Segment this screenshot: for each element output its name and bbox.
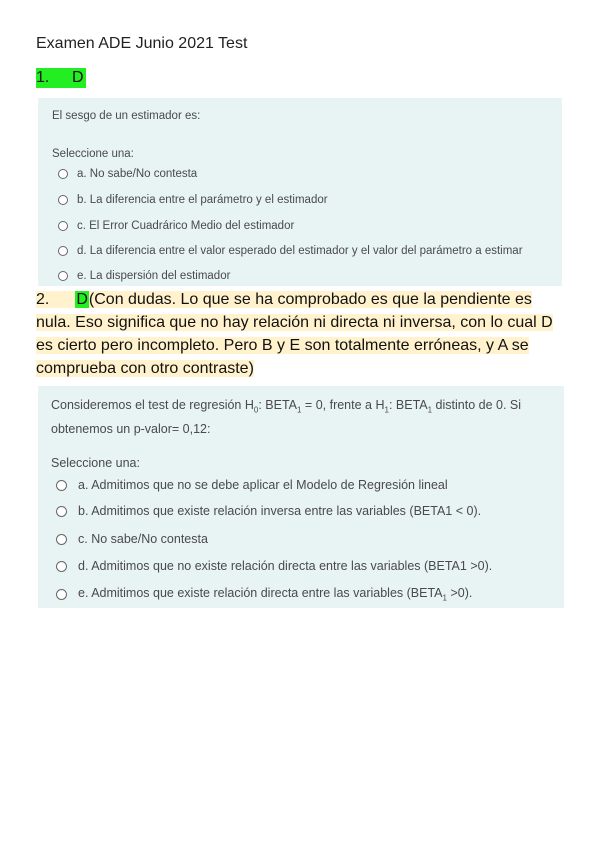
radio-icon[interactable] bbox=[58, 221, 68, 231]
option-label: a. Admitimos que no se debe aplicar el Modelo de Regresión lineal bbox=[78, 478, 448, 492]
question-2-stem: Consideremos el test de regresión $H_0$: $BETA_1 = 0$, frente a $H_1$: $BETA_1$ distinto de 0. Si obtenemos un p-valor= 0,12: bbox=[51, 398, 522, 436]
document-title: Examen ADE Junio 2021 Test bbox=[36, 35, 248, 52]
question-2-option-a[interactable] bbox=[56, 478, 448, 492]
question-1-select-label: Seleccione una: bbox=[52, 148, 134, 160]
question-2-option-b[interactable] bbox=[56, 504, 481, 518]
question-1-option-b[interactable] bbox=[58, 194, 328, 206]
radio-icon[interactable] bbox=[56, 561, 67, 572]
option-label: b. Admitimos que existe relación inversa entre las variables (BETA1 < 0). bbox=[78, 504, 482, 518]
radio-icon[interactable] bbox=[58, 246, 68, 256]
question-1-stem: El sesgo de un estimador es: bbox=[52, 110, 201, 122]
option-label: e. Admitimos que existe relación directa entre las variables $(BETA_1 >0)$. bbox=[78, 586, 473, 603]
question-2-answer: D bbox=[76, 291, 88, 308]
question-1-option-c[interactable] bbox=[58, 220, 294, 232]
question-2-option-d[interactable] bbox=[56, 559, 492, 573]
question-1-screenshot bbox=[38, 98, 562, 286]
question-2-option-c[interactable] bbox=[56, 532, 208, 546]
question-2-answer-note bbox=[36, 288, 556, 380]
option-label: c. El Error Cuadrárico Medio del estimador bbox=[77, 220, 295, 232]
question-2-note: (Con dudas. Lo que se ha comprobado es que la pendiente es nula. Eso significa que no hay relación ni directa ni inversa, con lo cual D es cierto pero incompleto. Pero B y E son totalmente erróneas, y A se comprueba con otro contraste) bbox=[36, 291, 553, 377]
radio-icon[interactable] bbox=[56, 534, 67, 545]
question-2-number: 2. bbox=[36, 291, 50, 308]
question-2-option-e[interactable] bbox=[56, 586, 472, 603]
option-label: d. La diferencia entre el valor esperado del estimador y el valor del parámetro a estimar bbox=[77, 245, 523, 257]
radio-icon[interactable] bbox=[56, 480, 67, 491]
radio-icon[interactable] bbox=[58, 271, 68, 281]
option-label: d. Admitimos que no existe relación directa entre las variables (BETA1 >0). bbox=[78, 559, 493, 573]
question-1-option-e[interactable] bbox=[58, 270, 230, 282]
radio-icon[interactable] bbox=[58, 195, 68, 205]
question-1-option-a[interactable] bbox=[58, 168, 197, 180]
radio-icon[interactable] bbox=[58, 169, 68, 179]
question-2-select-label: Seleccione una: bbox=[51, 456, 140, 470]
question-1-answer: D bbox=[72, 69, 84, 86]
option-label: e. La dispersión del estimador bbox=[77, 270, 231, 282]
question-1-number: 1. bbox=[36, 69, 50, 86]
option-label: c. No sabe/No contesta bbox=[78, 532, 208, 546]
question-2-screenshot bbox=[38, 386, 564, 608]
question-1-option-d[interactable] bbox=[58, 245, 523, 257]
question-1-answer-header bbox=[36, 68, 86, 88]
radio-icon[interactable] bbox=[56, 589, 67, 600]
option-label: b. La diferencia entre el parámetro y el estimador bbox=[77, 194, 328, 206]
option-label: a. No sabe/No contesta bbox=[77, 168, 198, 180]
radio-icon[interactable] bbox=[56, 506, 67, 517]
